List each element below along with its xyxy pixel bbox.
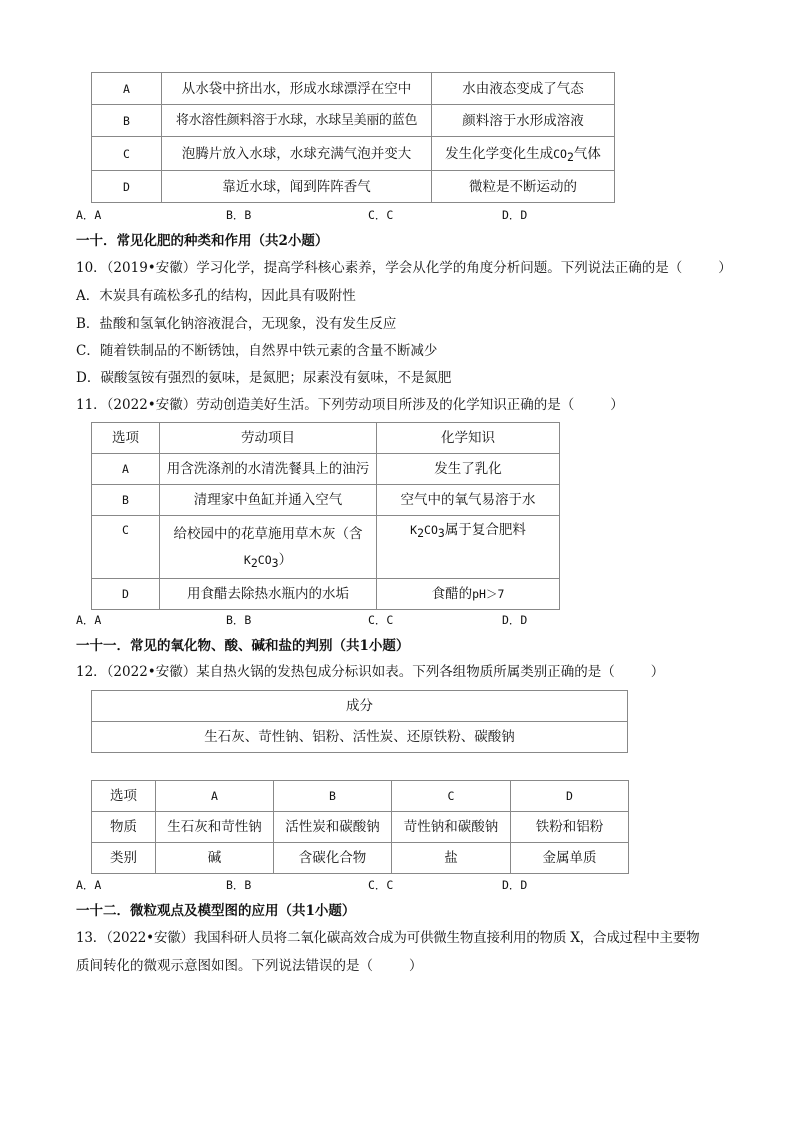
column-header: C — [392, 781, 511, 812]
knowledge-cell: 空气中的氧气易溶于水 — [377, 485, 560, 516]
column-header: D — [511, 781, 629, 812]
choice-a: A．A — [76, 208, 102, 222]
q13-stem-line1: 13．（2022•安徽）我国科研人员将二氧化碳高效合成为可供微生物直接利用的物质 X，合成过程中主要物 — [76, 930, 700, 946]
category-cell: 金属单质 — [511, 843, 629, 874]
table-row — [92, 579, 560, 610]
option-label: A — [92, 454, 160, 485]
explanation-cell: 发生化学变化生成$CO_2$气体 — [432, 137, 615, 171]
choice-c: C．C — [368, 878, 394, 892]
column-header: 化学知识 — [377, 423, 560, 454]
option-label: A — [92, 73, 162, 105]
explanation-cell: 水由液态变成了气态 — [432, 73, 615, 105]
table-row — [92, 137, 615, 171]
category-cell: 碱 — [156, 843, 274, 874]
section-heading-10: 一十．常见化肥的种类和作用（共2小题） — [76, 233, 329, 249]
q10-option-d: D．碳酸氢铵有强烈的氨味，是氮肥；尿素没有氨味，不是氮肥 — [76, 370, 452, 386]
column-header: B — [274, 781, 392, 812]
composition-header: 成分 — [92, 691, 628, 722]
choice-b: B．B — [226, 613, 252, 627]
table-row — [92, 105, 615, 137]
knowledge-cell: 发生了乳化 — [377, 454, 560, 485]
table-header-row — [92, 423, 560, 454]
row-header: 类别 — [92, 843, 156, 874]
choice-b: B．B — [226, 878, 252, 892]
labor-cell: 用食醋去除热水瓶内的水垢 — [160, 579, 377, 610]
option-label: B — [92, 105, 162, 137]
knowledge-cell: $K_2CO_3$属于复合肥料 — [377, 516, 560, 579]
table-header-row — [92, 781, 629, 812]
substance-cell: 生石灰和苛性钠 — [156, 812, 274, 843]
q10-option-a: A．木炭具有疏松多孔的结构，因此具有吸附性 — [76, 288, 356, 304]
option-label: C — [92, 516, 160, 579]
row-header: 物质 — [92, 812, 156, 843]
section-heading-11: 一十一．常见的氧化物、酸、碱和盐的判别（共1小题） — [76, 638, 410, 654]
explanation-cell: 颜料溶于水形成溶液 — [432, 105, 615, 137]
choice-d: D．D — [502, 878, 528, 892]
table-row — [92, 73, 615, 105]
column-header: A — [156, 781, 274, 812]
choice-b: B．B — [226, 208, 252, 222]
category-cell: 盐 — [392, 843, 511, 874]
table-row — [92, 454, 560, 485]
explanation-cell: 微粒是不断运动的 — [432, 171, 615, 203]
column-header: 选项 — [92, 781, 156, 812]
q12-category-table — [91, 780, 629, 874]
option-label: D — [92, 579, 160, 610]
table-header-row — [92, 691, 628, 722]
labor-cell: 给校园中的花草施用草木灰（含 $K_2CO_3$） — [160, 516, 377, 579]
substance-cell: 铁粉和铝粉 — [511, 812, 629, 843]
q13-stem-line2: 质间转化的微观示意图如图。下列说法错误的是（ ） — [76, 958, 423, 974]
phenomenon-cell: 泡腾片放入水球，水球充满气泡并变大 — [162, 137, 432, 171]
choice-d: D．D — [502, 208, 528, 222]
choice-c: C．C — [368, 208, 394, 222]
phenomenon-cell: 将水溶性颜料溶于水球，水球呈美丽的蓝色 — [162, 105, 432, 137]
section-heading-12: 一十二．微粒观点及模型图的应用（共1小题） — [76, 903, 356, 919]
q9-options-table — [91, 72, 615, 203]
option-label: B — [92, 485, 160, 516]
labor-cell: 清理家中鱼缸并通入空气 — [160, 485, 377, 516]
q10-option-b: B．盐酸和氢氧化钠溶液混合，无现象，没有发生反应 — [76, 316, 397, 332]
q12-stem: 12．（2022•安徽）某自热火锅的发热包成分标识如表。下列各组物质所属类别正确的是（ ） — [76, 664, 665, 680]
table-row — [92, 171, 615, 203]
q10-stem: 10．（2019•安徽）学习化学，提高学科核心素养，学会从化学的角度分析问题。下列说法正确的是（ ） — [76, 260, 732, 276]
choice-c: C．C — [368, 613, 394, 627]
substance-cell: 苛性钠和碳酸钠 — [392, 812, 511, 843]
category-cell: 含碳化合物 — [274, 843, 392, 874]
labor-cell: 用含洗涤剂的水清洗餐具上的油污 — [160, 454, 377, 485]
column-header: 选项 — [92, 423, 160, 454]
q11-table — [91, 422, 560, 610]
substance-cell: 活性炭和碳酸钠 — [274, 812, 392, 843]
q10-option-c: C．随着铁制品的不断锈蚀，自然界中铁元素的含量不断减少 — [76, 343, 438, 359]
q12-composition-table — [91, 690, 628, 753]
table-row — [92, 722, 628, 753]
table-row — [92, 516, 560, 579]
phenomenon-cell: 从水袋中挤出水，形成水球漂浮在空中 — [162, 73, 432, 105]
column-header: 劳动项目 — [160, 423, 377, 454]
option-label: C — [92, 137, 162, 171]
table-row — [92, 812, 629, 843]
option-label: D — [92, 171, 162, 203]
table-row — [92, 843, 629, 874]
composition-value: 生石灰、苛性钠、铝粉、活性炭、还原铁粉、碳酸钠 — [92, 722, 628, 753]
choice-d: D．D — [502, 613, 528, 627]
knowledge-cell: 食醋的pH＞7 — [377, 579, 560, 610]
q11-stem: 11．（2022•安徽）劳动创造美好生活。下列劳动项目所涉及的化学知识正确的是（ ） — [76, 397, 624, 413]
choice-a: A．A — [76, 613, 102, 627]
table-row — [92, 485, 560, 516]
phenomenon-cell: 靠近水球，闻到阵阵香气 — [162, 171, 432, 203]
choice-a: A．A — [76, 878, 102, 892]
